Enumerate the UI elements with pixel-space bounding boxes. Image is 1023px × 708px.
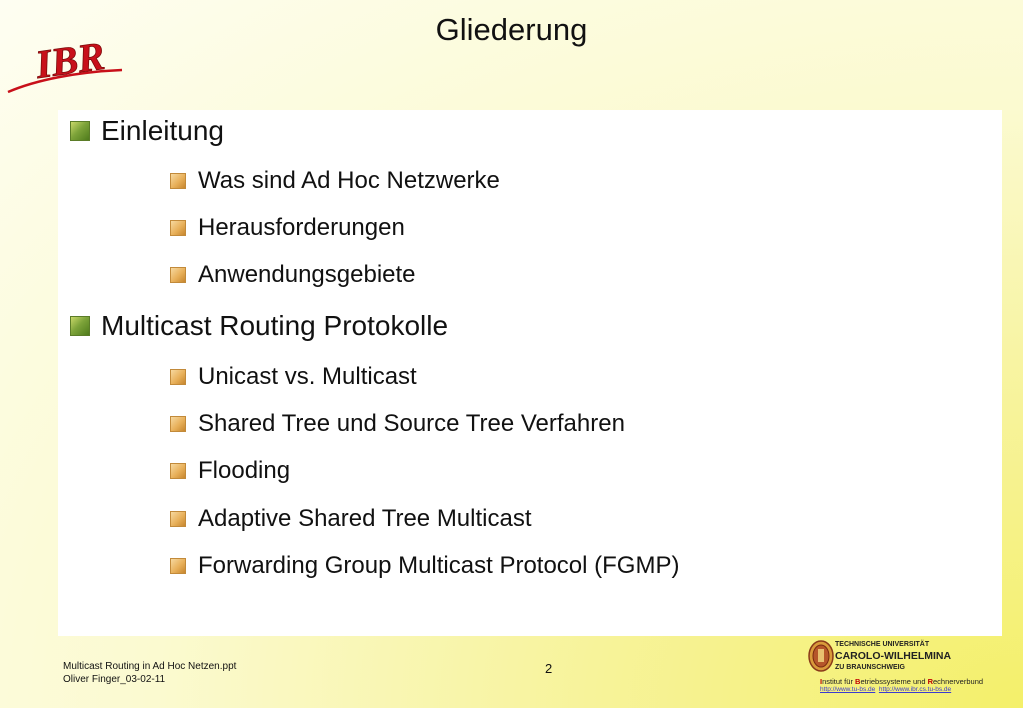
ibr-link[interactable]: http://www.ibr.cs.tu-bs.de (878, 686, 952, 693)
page-number: 2 (545, 661, 553, 676)
footer-filename: Multicast Routing in Ad Hoc Netzen.ppt (63, 661, 237, 672)
institute-links (820, 686, 951, 693)
university-seal-icon (808, 640, 834, 672)
outline-subitem (170, 505, 532, 533)
outline-subitem (170, 363, 417, 391)
outline-subitem (170, 457, 290, 485)
outline-item-einleitung (70, 115, 224, 147)
outline-subitem-text: Unicast vs. Multicast (198, 363, 417, 390)
ibr-logo-text: IBR (32, 32, 108, 87)
footer-info (63, 660, 236, 686)
outline-subitem-text: Herausforderungen (198, 214, 405, 241)
university-name-line3: ZU BRAUNSCHWEIG (835, 664, 905, 671)
university-logo-block (806, 640, 1021, 704)
tu-bs-link[interactable]: http://www.tu-bs.de (820, 686, 876, 693)
square-bullet-icon (170, 511, 186, 527)
square-bullet-icon (170, 220, 186, 236)
square-bullet-icon (170, 558, 186, 574)
university-name-line1: TECHNISCHE UNIVERSITÄT (835, 641, 930, 648)
outline-subitem-text: Was sind Ad Hoc Netzwerke (198, 167, 500, 194)
outline-subitem (170, 261, 416, 289)
square-bullet-icon (170, 369, 186, 385)
university-name-line2: CAROLO-WILHELMINA (835, 650, 952, 662)
square-bullet-icon (170, 267, 186, 283)
outline-subitem-text: Forwarding Group Multicast Protocol (FGMP) (198, 552, 680, 579)
outline-item-text: Einleitung (101, 115, 224, 146)
square-bullet-icon (70, 316, 90, 336)
footer-author-date: Oliver Finger_03-02-11 (63, 674, 166, 685)
outline-subitem (170, 167, 500, 195)
outline-subitem-text: Flooding (198, 457, 291, 484)
outline-subitem-text: Adaptive Shared Tree Multicast (198, 505, 532, 532)
square-bullet-icon (170, 416, 186, 432)
outline-subitem (170, 410, 625, 438)
outline-subitem-text: Anwendungsgebiete (198, 261, 416, 288)
square-bullet-icon (70, 121, 90, 141)
outline-subitem (170, 214, 405, 242)
outline-subitem (170, 552, 679, 580)
outline-item-multicast (70, 310, 448, 342)
square-bullet-icon (170, 463, 186, 479)
slide-title: Gliederung (435, 12, 588, 47)
outline-item-text: Multicast Routing Protokolle (101, 310, 449, 341)
outline-subitem-text: Shared Tree und Source Tree Verfahren (198, 410, 625, 437)
institute-name: Institut für Betriebssysteme und Rechnerverbund (820, 677, 984, 686)
content-panel (58, 110, 1002, 636)
square-bullet-icon (170, 173, 186, 189)
